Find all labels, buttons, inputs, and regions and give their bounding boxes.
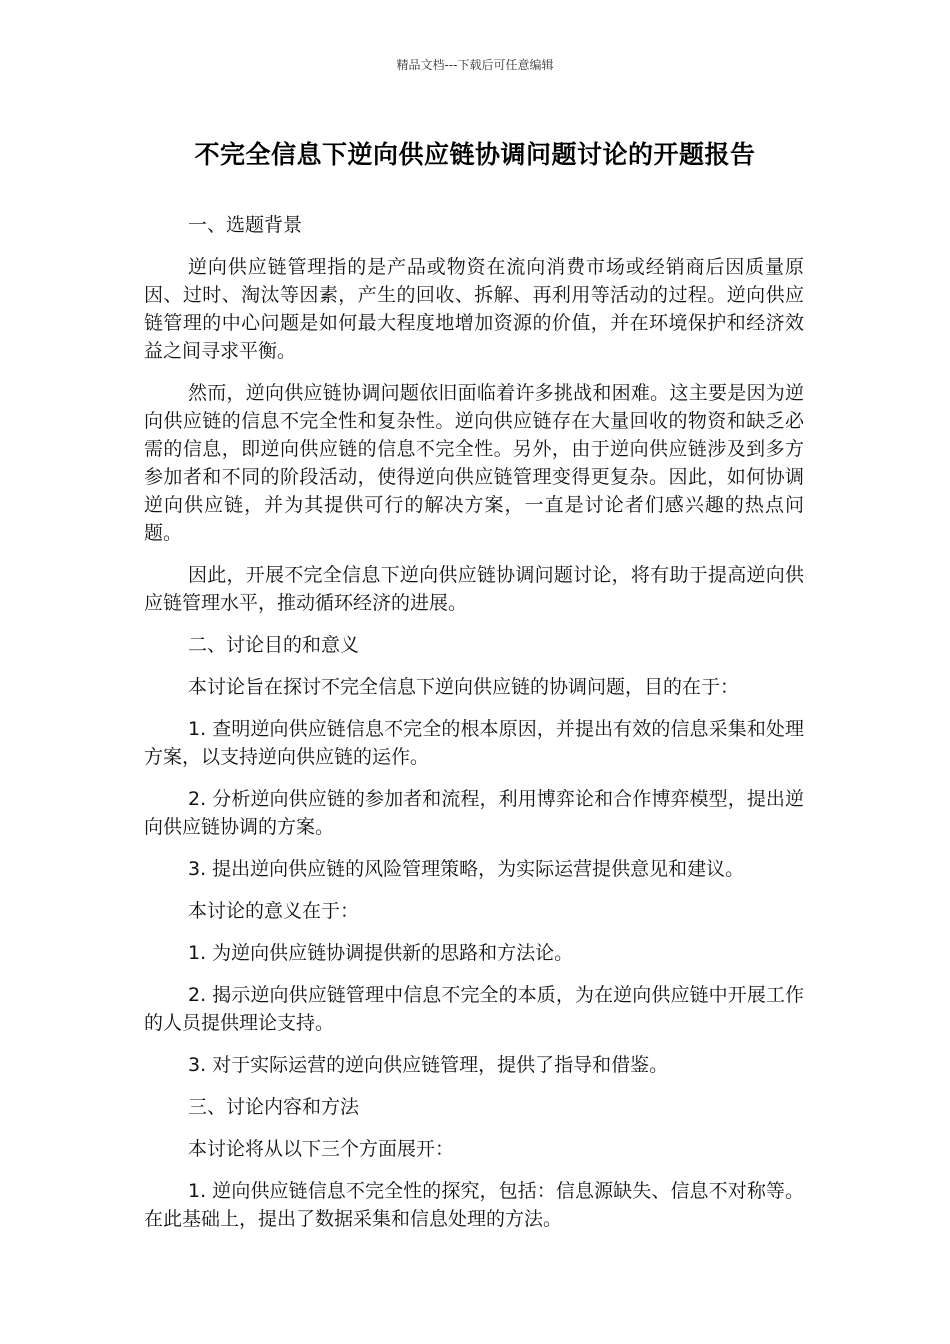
paragraph-background-definition: 逆向供应链管理指的是产品或物资在流向消费市场或经销商后因质量原因、过时、淘汰等因素，产生的回收、拆解、再利用等活动的过程。逆向供应链管理的中心问题是如何最大程度地增加资源的价值，并在环境保护和经济效益之间寻求平衡。 <box>144 256 804 362</box>
document-body <box>144 211 804 1247</box>
list-item-content-1: 1. 逆向供应链信息不完全性的探究，包括：信息源缺失、信息不对称等。在此基础上，提出了数据采集和信息处理的方法。 <box>144 1180 804 1230</box>
document-title: 不完全信息下逆向供应链协调问题讨论的开题报告 <box>194 140 756 169</box>
section-heading-purpose: 二、讨论目的和意义 <box>188 634 360 656</box>
paragraph-content-intro: 本讨论将从以下三个方面展开： <box>188 1138 455 1160</box>
paragraph-background-challenges: 然而，逆向供应链协调问题依旧面临着许多挑战和困难。这主要是因为逆向供应链的信息不完全性和复杂性。逆向供应链存在大量回收的物资和缺乏必需的信息，即逆向供应链的信息不完全性。另外，由于逆向供应链涉及到多方参加者和不同的阶段活动，使得逆向供应链管理变得更复杂。因此，如何协调逆向供应链，并为其提供可行的解决方案，一直是讨论者们感兴趣的热点问题。 <box>144 382 804 544</box>
list-item-meaning-3: 3. 对于实际运营的逆向供应链管理，提供了指导和借鉴。 <box>188 1054 669 1076</box>
list-item-purpose-2: 2. 分析逆向供应链的参加者和流程，利用博弈论和合作博弈模型，提出逆向供应链协调的方案。 <box>144 788 804 838</box>
list-item-purpose-1: 1. 查明逆向供应链信息不完全的根本原因，并提出有效的信息采集和处理方案，以支持逆向供应链的运作。 <box>144 718 804 768</box>
list-item-meaning-1: 1. 为逆向供应链协调提供新的思路和方法论。 <box>188 942 574 964</box>
list-item-meaning-2: 2. 揭示逆向供应链管理中信息不完全的本质，为在逆向供应链中开展工作的人员提供理论支持。 <box>144 984 804 1034</box>
paragraph-purpose-intro: 本讨论旨在探讨不完全信息下逆向供应链的协调问题，目的在于： <box>188 676 740 698</box>
paragraph-meaning-intro: 本讨论的意义在于： <box>188 900 360 922</box>
section-heading-background: 一、选题背景 <box>188 214 303 236</box>
section-heading-content: 三、讨论内容和方法 <box>188 1096 360 1118</box>
paragraph-background-significance: 因此，开展不完全信息下逆向供应链协调问题讨论，将有助于提高逆向供应链管理水平，推动循环经济的进展。 <box>144 564 804 614</box>
page-header: 精品文档---下载后可任意编辑 <box>396 58 554 72</box>
list-item-purpose-3: 3. 提出逆向供应链的风险管理策略，为实际运营提供意见和建议。 <box>188 858 745 880</box>
